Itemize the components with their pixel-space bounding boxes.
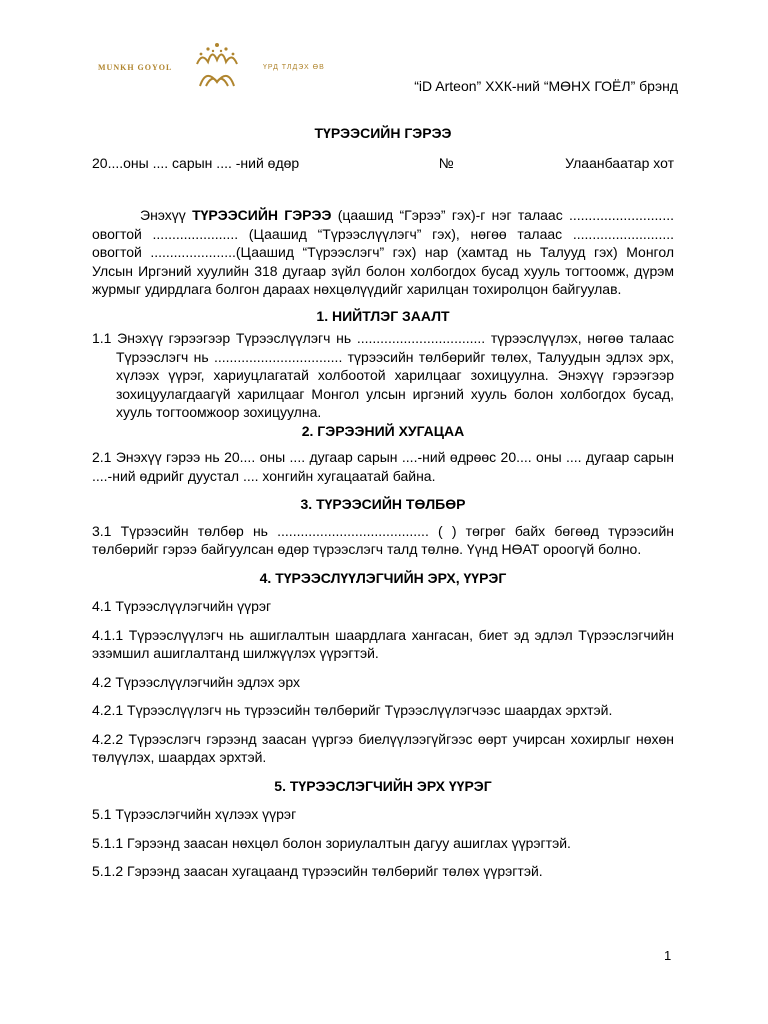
date-field: 20....оны .... сарын .... -ний өдөр (92, 154, 300, 171)
clause-5-1: 5.1 Түрээслэгчийн хүлээх үүрэг (92, 806, 297, 822)
clause-1-1: 1.1 Энэхүү гэрээгээр Түрээслүүлэгч нь ................................. түрээслүүлэх, нөгөө талаас Түрээслэгч нь ................................. түрээсийн төлбөрийг төлөх, Талуудын эдлэх эрх, хүлээх үүрэг, хариуцлагатай холбоотой харилцааг зохицуулна. Энэхүү гэрээгээр зохицуулагдаагүй харилцааг Монгол улсын иргэний хууль болон холбогдох бусад, хууль тогтоомжоор зохицуулна. (92, 330, 674, 420)
page-number: 1 (664, 948, 672, 963)
document-title: ТҮРЭЭСИЙН ГЭРЭЭ (314, 125, 452, 141)
place-field: Улаанбаатар хот (565, 154, 674, 171)
document-body (92, 124, 674, 881)
section-3-title: 3. ТҮРЭЭСИЙН ТӨЛБӨР (300, 496, 466, 512)
section-1-title: 1. НИЙТЛЭГ ЗААЛТ (316, 307, 450, 324)
clause-5-1-2: 5.1.2 Гэрээнд заасан хугацаанд түрээсийн төлбөрийг төлөх үүрэгтэй. (92, 863, 543, 879)
clause-5-1-1: 5.1.1 Гэрээнд заасан нөхцөл болон зориулалтын дагуу ашиглах үүрэгтэй. (92, 834, 571, 851)
page-header (92, 38, 678, 98)
clause-4-2-1: 4.2.1 Түрээслүүлэгч нь түрээсийн төлбөрийг Түрээслүүлэгчээс шаардах эрхтэй. (92, 702, 613, 718)
date-line (92, 154, 674, 173)
clause-4-1: 4.1 Түрээслүүлэгчийн үүрэг (92, 598, 272, 614)
intro-paragraph (92, 206, 674, 299)
clause-4-1-1: 4.1.1 Түрээслүүлэгч нь ашиглалтын шаардлага хангасан, биет эд эдлэл Түрээслэгчийн эзэмшил ашиглалтанд шилжүүлэх үүрэгтэй. (92, 626, 674, 661)
brand-logo-text: MUNKH GOYOL (98, 63, 173, 72)
crown-icon (192, 42, 242, 90)
intro-text-lead: Энэхүү (140, 207, 193, 223)
intro-text-body: (цаашид “Гэрээ” гэх)-г нэг талаас ........................... овогтой ...................... (Цаашид “Түрээслүүлэгч” гэх), нөгөө талаас .......................... овогтой ......................(Цаашид “Түрээслэгч” гэх) нар (хамтад нь Талууд гэх) Монгол Улсын Иргэний хуулийн 318 дугаар зүйл болон холбогдох бусад хууль тогтоомж, дүрэм журмыг удирдлага болгон дараах нөхцөлүүдийг харилцан тохиролцон байгуулав. (92, 207, 674, 297)
section-2-title: 2. ГЭРЭЭНИЙ ХУГАЦАА (301, 422, 465, 439)
brand-tagline: ҮРД ТЛДЭХ ӨВ (263, 64, 325, 71)
intro-bold-term: ТҮРЭЭСИЙН ГЭРЭЭ (192, 207, 332, 223)
clause-4-2-2: 4.2.2 Түрээслэгч гэрээнд заасан үүргээ биелүүлээгүйгээс өөрт учирсан хохирлыг нөхөн төлүүлэх, шаардах эрхтэй. (92, 730, 674, 765)
brand-line: “iD Arteon” ХХК-ний “МӨНХ ГОЁЛ” брэнд (414, 78, 678, 94)
clause-4-2: 4.2 Түрээслүүлэгчийн эдлэх эрх (92, 673, 300, 690)
clause-3-1: 3.1 Түрээсийн төлбөр нь ....................................... ( ) төгрөг байх бөгөөд түрээсийн төлбөрийг гэрээ байгуулсан өдөр түрээслэгч талд төлнө. Үүнд НӨАТ ороогүй болно. (92, 522, 674, 557)
contract-number: № (438, 154, 454, 171)
section-4-title: 4. ТҮРЭЭСЛҮҮЛЭГЧИЙН ЭРХ, ҮҮРЭГ (259, 569, 507, 586)
clause-2-1: 2.1 Энэхүү гэрээ нь 20.... оны .... дугаар сарын ....-ний өдрөөс 20.... оны .... дугаар сарын ....-ний өдрийг дуустал .... хонгийн хугацаатай байна. (92, 449, 674, 484)
section-5-title: 5. ТҮРЭЭСЛЭГЧИЙН ЭРХ ҮҮРЭГ (274, 777, 492, 794)
